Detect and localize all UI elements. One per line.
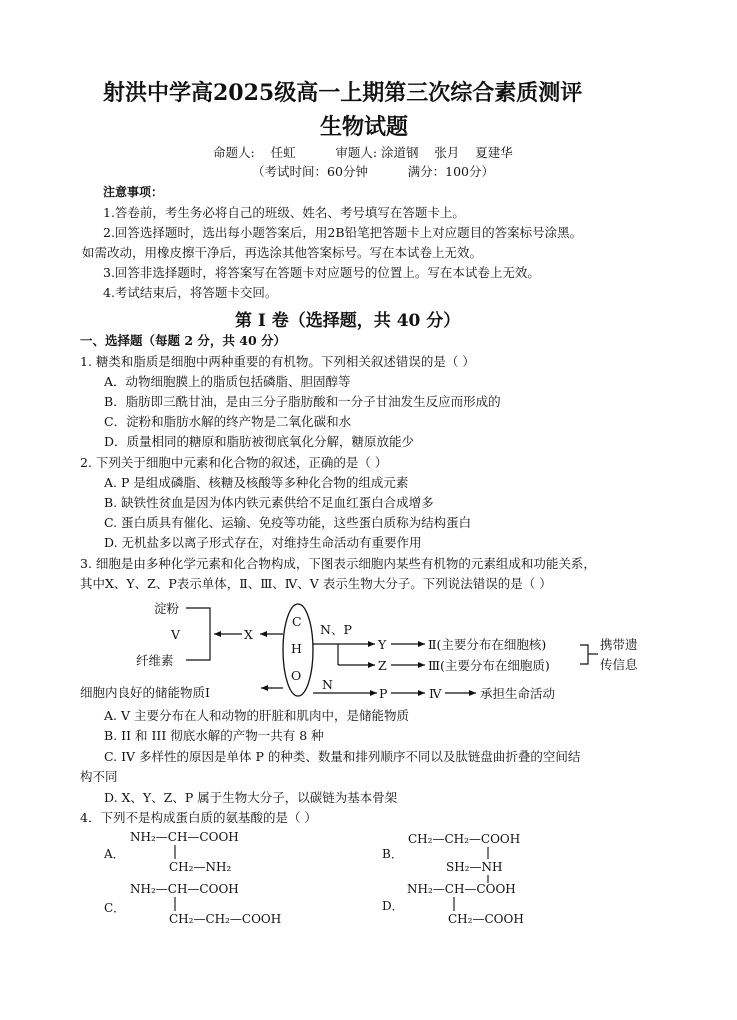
option-c-label: C． <box>104 901 126 915</box>
q3-option-b: B. II 和 III 彻底水解的产物一共有 8 种 <box>104 728 324 743</box>
y-label: Y <box>378 637 387 652</box>
storage-label: 细胞内良好的储能物质Ⅰ <box>80 685 210 700</box>
option-d-label: D． <box>382 899 404 913</box>
q1-option-c: C．淀粉和脂肪水解的终产物是二氧化碳和水 <box>104 414 352 429</box>
n-label: N <box>322 677 333 692</box>
cellulose-label: 纤维素 <box>136 653 174 668</box>
q2-option-c: C. 蛋白质具有催化、运输、免疫等功能，这些蛋白质称为结构蛋白 <box>104 515 472 530</box>
notice-item-2: 2.回答选择题时，选出每小题答案后，用2B铅笔把答题卡上对应题目的答案标号涂黑。 <box>103 225 583 240</box>
q3-option-a: A. V 主要分布在人和动物的肝脏和肌肉中，是储能物质 <box>104 708 409 723</box>
q1-option-d: D．质量相同的糖原和脂肪被彻底氧化分解，糖原放能少 <box>104 434 415 449</box>
notice-item-2-cont: 如需改动，用橡皮擦干净后，再选涂其他答案标号。写在本试卷上无效。 <box>82 245 483 260</box>
v-label: V <box>171 627 181 642</box>
c-label: C <box>292 614 302 629</box>
q3-option-d: D. X、Y、Z、P 属于生物大分子，以碳链为基本骨架 <box>104 790 398 805</box>
option-a-label: A． <box>104 847 125 861</box>
carry-info-line1: 携带遗 <box>600 637 638 652</box>
amino-acid-structures <box>100 826 550 936</box>
option-b-main-chain: NH₂—CH—COOH <box>407 882 516 896</box>
element-composition-diagram <box>80 596 640 708</box>
notice-item-3: 3.回答非选择题时，将答案写在答题卡对应题号的位置上。写在本试卷上无效。 <box>103 265 540 280</box>
exam-info: （考试时间：60分钟 满分：100分） <box>252 164 494 179</box>
q4-stem: 4．下列不是构成蛋白质的氨基酸的是（ ） <box>80 810 317 825</box>
q2-option-b: B. 缺铁性贫血是因为体内铁元素供给不足血红蛋白合成增多 <box>104 495 434 510</box>
option-b-label: B． <box>382 847 403 861</box>
info-bracket <box>580 645 588 664</box>
iv-label: Ⅳ <box>429 686 442 701</box>
authors-line: 命题人: 任虹 审题人: 涂道钢 张月 夏建华 <box>213 145 513 160</box>
q3-stem-line2: 其中X、Y、Z、P表示单体，Ⅱ、Ⅲ、Ⅳ、V 表示生物大分子。下列说法错误的是（ ） <box>80 576 552 591</box>
option-c-main-chain: NH₂—CH—COOH <box>130 882 239 896</box>
bracket <box>186 608 210 660</box>
option-b-mid: SH₂—NH <box>446 860 503 874</box>
o-label: O <box>291 668 302 683</box>
subject-title: 生物试题 <box>320 114 409 140</box>
notice-item-1: 1.答卷前，考生务必将自己的班级、姓名、考号填写在答题卡上。 <box>103 205 465 220</box>
life-activity-label: 承担生命活动 <box>480 686 556 701</box>
q2-option-a: A. P 是组成磷脂、核糖及核酸等多种化合物的组成元素 <box>104 475 409 490</box>
option-b-bottom-chain: CH₂—COOH <box>448 912 524 926</box>
exam-title: 射洪中学高2025级高一上期第三次综合素质测评 <box>103 80 583 106</box>
iii-label: Ⅲ(主要分布在细胞质) <box>428 658 550 673</box>
ii-label: Ⅱ(主要分布在细胞核) <box>428 637 547 652</box>
np-label: N、P <box>320 622 352 637</box>
q3-option-c-cont: 构不同 <box>80 769 118 784</box>
notice-heading: 注意事项： <box>103 185 164 199</box>
q2-option-d: D. 无机盐多以离子形式存在，对维持生命活动有重要作用 <box>104 535 422 550</box>
option-a-side-chain: CH₂—NH₂ <box>169 860 232 874</box>
h-label: H <box>291 641 302 656</box>
z-label: Z <box>378 658 387 673</box>
q3-stem-line1: 3. 细胞是由多种化学元素和化合物构成，下图表示细胞内某些有机物的元素组成和功能关系， <box>80 556 596 571</box>
q2-stem: 2. 下列关于细胞中元素和化合物的叙述，正确的是（ ） <box>80 455 388 470</box>
p-label: P <box>379 686 388 701</box>
starch-label: 淀粉 <box>154 601 180 616</box>
notice-item-4: 4.考试结束后，将答题卡交回。 <box>103 285 278 300</box>
section-subtitle: 一、选择题（每题 2 分，共 40 分） <box>80 333 287 348</box>
section-title: 第 I 卷（选择题，共 40 分） <box>235 311 461 331</box>
q1-option-a: A．动物细胞膜上的脂质包括磷脂、胆固醇等 <box>104 374 351 389</box>
option-a-main-chain: NH₂—CH—COOH <box>130 830 239 844</box>
option-c-side-chain: CH₂—CH₂—COOH <box>169 912 282 926</box>
q3-option-c: C. IV 多样性的原因是单体 P 的种类、数量和排列顺序不同以及肽链盘曲折叠的空间结 <box>104 749 581 764</box>
option-b-top-chain: CH₂—CH₂—COOH <box>408 832 521 846</box>
q1-option-b: B．脂肪即三酰甘油，是由三分子脂肪酸和一分子甘油发生反应而形成的 <box>104 394 501 409</box>
carry-info-line2: 传信息 <box>600 657 638 672</box>
x-label: X <box>244 627 253 642</box>
q1-stem: 1. 糖类和脂质是细胞中两种重要的有机物。下列相关叙述错误的是（ ） <box>80 354 475 369</box>
